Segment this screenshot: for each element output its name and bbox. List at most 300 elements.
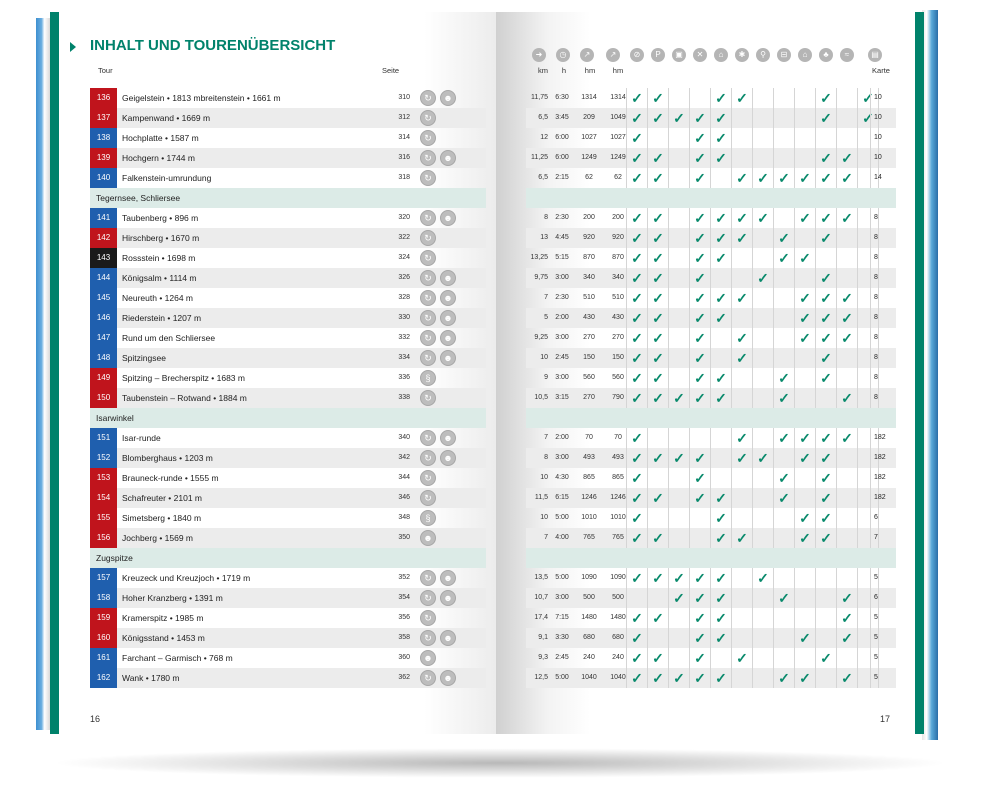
tour-row[interactable] <box>90 228 486 248</box>
tour-km: 10,5 <box>534 394 548 401</box>
empty-cell <box>836 528 857 548</box>
map-icon: ▤ <box>868 48 882 62</box>
section-band <box>526 548 896 568</box>
empty-cell <box>647 628 668 648</box>
check-icon: ✓ <box>710 228 731 248</box>
check-icon: ✓ <box>689 448 710 468</box>
tour-name: Spitzingsee <box>122 353 166 363</box>
tour-ascent: 70 <box>585 434 593 441</box>
tour-page: 358 <box>398 634 410 641</box>
bear-icon: ☻ <box>420 530 436 546</box>
tour-row[interactable] <box>90 488 486 508</box>
tour-data-row <box>526 588 896 608</box>
tour-ascent-total: 493 <box>612 454 624 461</box>
empty-cell <box>794 268 815 288</box>
tour-page: 312 <box>398 114 410 121</box>
tour-ascent-total: 680 <box>612 634 624 641</box>
tour-map-number: 5 <box>870 608 892 628</box>
check-icon: ✓ <box>689 668 710 688</box>
check-icon: ✓ <box>710 668 731 688</box>
tour-row[interactable] <box>90 628 486 648</box>
empty-cell <box>836 268 857 288</box>
circle-arrow-icon: ↻ <box>420 170 436 186</box>
tour-duration: 2:15 <box>555 174 569 181</box>
right-page <box>496 12 924 734</box>
check-icon: ✓ <box>773 228 794 248</box>
tour-row[interactable] <box>90 508 486 528</box>
tour-page: 318 <box>398 174 410 181</box>
tour-duration: 6:00 <box>555 154 569 161</box>
circle-arrow-icon: ↻ <box>420 310 436 326</box>
check-icon: ✓ <box>731 88 752 108</box>
check-icon: ✓ <box>647 308 668 328</box>
empty-cell <box>773 628 794 648</box>
tour-name: Rund um den Schliersee <box>122 333 216 343</box>
check-icon: ✓ <box>668 108 689 128</box>
bus-icon: ▣ <box>672 48 686 62</box>
circle-arrow-icon: ↻ <box>420 570 436 586</box>
bear-icon: ☻ <box>440 450 456 466</box>
circle-arrow-icon: ↻ <box>420 230 436 246</box>
tour-data-row <box>526 568 896 588</box>
empty-cell <box>773 308 794 328</box>
check-icon: ✓ <box>731 528 752 548</box>
tour-row[interactable] <box>90 568 486 588</box>
check-icon: ✓ <box>773 388 794 408</box>
tour-page: 336 <box>398 374 410 381</box>
tour-km: 9,1 <box>538 634 548 641</box>
tour-ascent: 240 <box>583 654 595 661</box>
check-icon: ✓ <box>668 568 689 588</box>
check-icon: ✓ <box>857 88 878 108</box>
empty-cell <box>668 248 689 268</box>
check-icon: ✓ <box>815 508 836 528</box>
empty-cell <box>836 468 857 488</box>
tour-row[interactable] <box>90 588 486 608</box>
tour-number: 145 <box>90 288 117 308</box>
tour-number: 159 <box>90 608 117 628</box>
tour-data-row <box>526 148 896 168</box>
check-icon: ✓ <box>731 348 752 368</box>
check-icon: ✓ <box>647 348 668 368</box>
tour-map-number: 8 <box>870 208 892 228</box>
check-icon: ✓ <box>710 608 731 628</box>
tour-duration: 7:15 <box>555 614 569 621</box>
empty-cell <box>815 388 836 408</box>
header-seite: Seite <box>382 66 400 75</box>
tour-ascent: 865 <box>583 474 595 481</box>
tour-ascent-total: 765 <box>612 534 624 541</box>
tour-row[interactable] <box>90 208 486 228</box>
check-icon: ✓ <box>710 528 731 548</box>
empty-cell <box>836 448 857 468</box>
check-icon: ✓ <box>626 448 647 468</box>
tour-km: 9,75 <box>534 274 548 281</box>
tour-row[interactable] <box>90 108 486 128</box>
check-icon: ✓ <box>815 268 836 288</box>
empty-cell <box>773 448 794 468</box>
left-page <box>50 12 496 734</box>
tour-ascent: 1090 <box>581 574 597 581</box>
check-icon: ✓ <box>857 108 878 128</box>
tour-ascent-total: 270 <box>612 334 624 341</box>
tour-row[interactable] <box>90 348 486 368</box>
circle-arrow-icon: ↻ <box>420 270 436 286</box>
tour-row[interactable] <box>90 368 486 388</box>
tour-page: 324 <box>398 254 410 261</box>
empty-cell <box>668 228 689 248</box>
tour-page: 350 <box>398 534 410 541</box>
header-hm: hm <box>584 66 596 75</box>
circle-arrow-icon: ↻ <box>420 250 436 266</box>
tour-page: 338 <box>398 394 410 401</box>
check-icon: ✓ <box>794 448 815 468</box>
tree-icon: ♣ <box>819 48 833 62</box>
check-icon: ✓ <box>815 448 836 468</box>
tour-row[interactable] <box>90 468 486 488</box>
parking-icon: P <box>651 48 665 62</box>
section-title: Zugspitze <box>96 553 133 563</box>
tour-ascent-total: 920 <box>612 234 624 241</box>
tour-number: 153 <box>90 468 117 488</box>
tour-map-number: 6 <box>870 508 892 528</box>
check-icon: ✓ <box>710 488 731 508</box>
tour-page: 354 <box>398 594 410 601</box>
check-icon: ✓ <box>731 648 752 668</box>
tour-ascent: 1040 <box>581 674 597 681</box>
tour-ascent: 920 <box>583 234 595 241</box>
mountain-hut-icon: ⌂ <box>714 48 728 62</box>
tour-row[interactable] <box>90 148 486 168</box>
empty-cell <box>731 588 752 608</box>
tour-name: Taubenberg • 896 m <box>122 213 199 223</box>
check-icon: ✓ <box>647 668 668 688</box>
empty-cell <box>668 428 689 448</box>
tour-ascent-total: 1480 <box>610 614 626 621</box>
tour-row[interactable] <box>90 88 486 108</box>
elevation-icon: ↗ <box>606 48 620 62</box>
check-icon: ✓ <box>626 668 647 688</box>
museum-icon: ⌂ <box>798 48 812 62</box>
tour-page: 356 <box>398 614 410 621</box>
tour-data-row <box>526 348 896 368</box>
tour-name: Kramerspitz • 1985 m <box>122 613 204 623</box>
empty-cell <box>836 348 857 368</box>
check-icon: ✓ <box>689 328 710 348</box>
empty-cell <box>773 208 794 228</box>
snowflake-icon: ✱ <box>735 48 749 62</box>
tour-page: 330 <box>398 314 410 321</box>
tour-map-number: 8 <box>870 368 892 388</box>
empty-cell <box>773 128 794 148</box>
check-icon: ✓ <box>689 588 710 608</box>
circle-arrow-icon: ↻ <box>420 330 436 346</box>
check-icon: ✓ <box>752 568 773 588</box>
tour-page: 352 <box>398 574 410 581</box>
empty-cell <box>773 268 794 288</box>
tour-row[interactable] <box>90 128 486 148</box>
check-icon: ✓ <box>836 608 857 628</box>
empty-cell <box>752 508 773 528</box>
tour-duration: 6:15 <box>555 494 569 501</box>
empty-cell <box>731 488 752 508</box>
circle-arrow-icon: ↻ <box>420 390 436 406</box>
check-icon: ✓ <box>689 468 710 488</box>
check-icon: ✓ <box>710 628 731 648</box>
bear-icon: ☻ <box>440 310 456 326</box>
empty-cell <box>752 648 773 668</box>
check-icon: ✓ <box>689 108 710 128</box>
climb-icon: § <box>420 510 436 526</box>
tour-data-row <box>526 488 896 508</box>
check-icon: ✓ <box>773 428 794 448</box>
tour-page: 344 <box>398 474 410 481</box>
title-arrow-icon <box>70 42 76 52</box>
tour-name: Simetsberg • 1840 m <box>122 513 202 523</box>
tour-name: Hirschberg • 1670 m <box>122 233 200 243</box>
check-icon: ✓ <box>689 128 710 148</box>
check-icon: ✓ <box>815 468 836 488</box>
empty-cell <box>731 108 752 128</box>
empty-cell <box>794 348 815 368</box>
tour-number: 151 <box>90 428 117 448</box>
tour-data-row <box>526 428 896 448</box>
tour-ascent-total: 1090 <box>610 574 626 581</box>
check-icon: ✓ <box>689 568 710 588</box>
empty-cell <box>647 128 668 148</box>
tour-ascent: 430 <box>583 314 595 321</box>
tour-ascent: 510 <box>583 294 595 301</box>
tour-row[interactable] <box>90 308 486 328</box>
empty-cell <box>710 468 731 488</box>
tour-map-number: 8 <box>870 328 892 348</box>
tour-data-row <box>526 508 896 528</box>
no-entry-icon: ⊘ <box>630 48 644 62</box>
empty-cell <box>815 628 836 648</box>
tour-row[interactable] <box>90 528 486 548</box>
tour-row[interactable] <box>90 448 486 468</box>
check-icon: ✓ <box>815 328 836 348</box>
check-icon: ✓ <box>689 248 710 268</box>
tour-name: Kampenwand • 1669 m <box>122 113 211 123</box>
empty-cell <box>668 628 689 648</box>
check-icon: ✓ <box>836 428 857 448</box>
section-band <box>526 408 896 428</box>
empty-cell <box>836 228 857 248</box>
circle-arrow-icon: ↻ <box>420 210 436 226</box>
tour-ascent-total: 1314 <box>610 94 626 101</box>
check-icon: ✓ <box>689 608 710 628</box>
header-hm-total: hm <box>612 66 624 75</box>
tour-map-number: 6 <box>870 588 892 608</box>
tour-map-number: 8 <box>870 308 892 328</box>
tour-ascent-total: 1049 <box>610 114 626 121</box>
check-icon: ✓ <box>647 168 668 188</box>
empty-cell <box>752 428 773 448</box>
tour-ascent: 1027 <box>581 134 597 141</box>
tour-duration: 2:45 <box>555 354 569 361</box>
page-number-right: 17 <box>880 714 891 724</box>
empty-cell <box>710 328 731 348</box>
check-icon: ✓ <box>794 328 815 348</box>
check-icon: ✓ <box>752 448 773 468</box>
empty-cell <box>836 648 857 668</box>
tour-map-number: 5 <box>870 648 892 668</box>
tour-data-row <box>526 248 896 268</box>
tour-duration: 2:45 <box>555 654 569 661</box>
circle-arrow-icon: ↻ <box>420 130 436 146</box>
check-icon: ✓ <box>710 368 731 388</box>
check-icon: ✓ <box>689 308 710 328</box>
check-icon: ✓ <box>689 168 710 188</box>
check-icon: ✓ <box>815 528 836 548</box>
check-icon: ✓ <box>626 328 647 348</box>
check-icon: ✓ <box>626 308 647 328</box>
check-icon: ✓ <box>773 248 794 268</box>
check-icon: ✓ <box>626 168 647 188</box>
tour-ascent-total: 1027 <box>610 134 626 141</box>
tour-duration: 3:00 <box>555 594 569 601</box>
check-icon: ✓ <box>647 608 668 628</box>
empty-cell <box>752 388 773 408</box>
circle-arrow-icon: ↻ <box>420 490 436 506</box>
check-icon: ✓ <box>689 268 710 288</box>
check-icon: ✓ <box>647 148 668 168</box>
empty-cell <box>773 348 794 368</box>
tour-duration: 5:00 <box>555 574 569 581</box>
tour-number: 136 <box>90 88 117 108</box>
page-number-left: 16 <box>90 714 101 724</box>
circle-arrow-icon: ↻ <box>420 430 436 446</box>
tour-ascent-total: 865 <box>612 474 624 481</box>
empty-cell <box>794 368 815 388</box>
circle-arrow-icon: ↻ <box>420 470 436 486</box>
tour-number: 144 <box>90 268 117 288</box>
tour-ascent-total: 62 <box>614 174 622 181</box>
tour-duration: 5:00 <box>555 514 569 521</box>
tour-ascent: 493 <box>583 454 595 461</box>
tour-km: 12,5 <box>534 674 548 681</box>
tour-row[interactable] <box>90 648 486 668</box>
check-icon: ✓ <box>815 348 836 368</box>
empty-cell <box>773 328 794 348</box>
tour-row[interactable] <box>90 288 486 308</box>
empty-cell <box>752 108 773 128</box>
empty-cell <box>689 528 710 548</box>
check-icon: ✓ <box>773 468 794 488</box>
tour-data-row <box>526 88 896 108</box>
tour-name: Blomberghaus • 1203 m <box>122 453 213 463</box>
climb-icon: § <box>420 370 436 386</box>
check-icon: ✓ <box>668 448 689 468</box>
empty-cell <box>668 208 689 228</box>
empty-cell <box>752 228 773 248</box>
tour-data-row <box>526 648 896 668</box>
section-header <box>90 408 486 428</box>
tour-ascent-total: 340 <box>612 274 624 281</box>
empty-cell <box>815 248 836 268</box>
tour-km: 12 <box>540 134 548 141</box>
tour-row[interactable] <box>90 248 486 268</box>
bear-icon: ☻ <box>440 90 456 106</box>
tour-row[interactable] <box>90 328 486 348</box>
empty-cell <box>815 588 836 608</box>
empty-cell <box>773 648 794 668</box>
check-icon: ✓ <box>836 148 857 168</box>
tour-ascent-total: 560 <box>612 374 624 381</box>
check-icon: ✓ <box>626 208 647 228</box>
empty-cell <box>731 628 752 648</box>
tour-km: 17,4 <box>534 614 548 621</box>
check-icon: ✓ <box>668 668 689 688</box>
tour-ascent: 340 <box>583 274 595 281</box>
check-icon: ✓ <box>647 268 668 288</box>
empty-cell <box>794 88 815 108</box>
tour-duration: 6:00 <box>555 134 569 141</box>
empty-cell <box>752 668 773 688</box>
tour-name: Hochgern • 1744 m <box>122 153 195 163</box>
tour-number: 138 <box>90 128 117 148</box>
empty-cell <box>647 428 668 448</box>
tour-map-number: 8 <box>870 388 892 408</box>
tour-row[interactable] <box>90 168 486 188</box>
tour-row[interactable] <box>90 388 486 408</box>
empty-cell <box>689 428 710 448</box>
tour-page: 362 <box>398 674 410 681</box>
tour-ascent-total: 430 <box>612 314 624 321</box>
bear-icon: ☻ <box>440 430 456 446</box>
tour-data-row <box>526 128 896 148</box>
empty-cell <box>668 328 689 348</box>
empty-cell <box>668 528 689 548</box>
check-icon: ✓ <box>626 508 647 528</box>
check-icon: ✓ <box>668 588 689 608</box>
tour-ascent: 62 <box>585 174 593 181</box>
check-icon: ✓ <box>815 208 836 228</box>
tour-duration: 2:00 <box>555 314 569 321</box>
clock-icon: ◷ <box>556 48 570 62</box>
tour-map-number: 5 <box>870 568 892 588</box>
tour-ascent-total: 1249 <box>610 154 626 161</box>
check-icon: ✓ <box>710 108 731 128</box>
tour-km: 10 <box>540 514 548 521</box>
empty-cell <box>752 328 773 348</box>
tour-km: 10 <box>540 474 548 481</box>
empty-cell <box>731 388 752 408</box>
check-icon: ✓ <box>794 208 815 228</box>
check-icon: ✓ <box>626 388 647 408</box>
circle-arrow-icon: ↻ <box>420 670 436 686</box>
empty-cell <box>752 468 773 488</box>
empty-cell <box>731 268 752 288</box>
empty-cell <box>668 648 689 668</box>
tour-map-number: 10 <box>870 148 892 168</box>
tour-row[interactable] <box>90 428 486 448</box>
empty-cell <box>794 128 815 148</box>
empty-cell <box>668 608 689 628</box>
check-icon: ✓ <box>626 128 647 148</box>
tour-map-number: 8 <box>870 228 892 248</box>
tour-row[interactable] <box>90 268 486 288</box>
tour-row[interactable] <box>90 608 486 628</box>
tour-name: Kreuzeck und Kreuzjoch • 1719 m <box>122 573 251 583</box>
tour-ascent: 270 <box>583 394 595 401</box>
tour-row[interactable] <box>90 668 486 688</box>
tour-ascent: 1249 <box>581 154 597 161</box>
empty-cell <box>731 248 752 268</box>
circle-arrow-icon: ↻ <box>420 110 436 126</box>
empty-cell <box>668 308 689 328</box>
